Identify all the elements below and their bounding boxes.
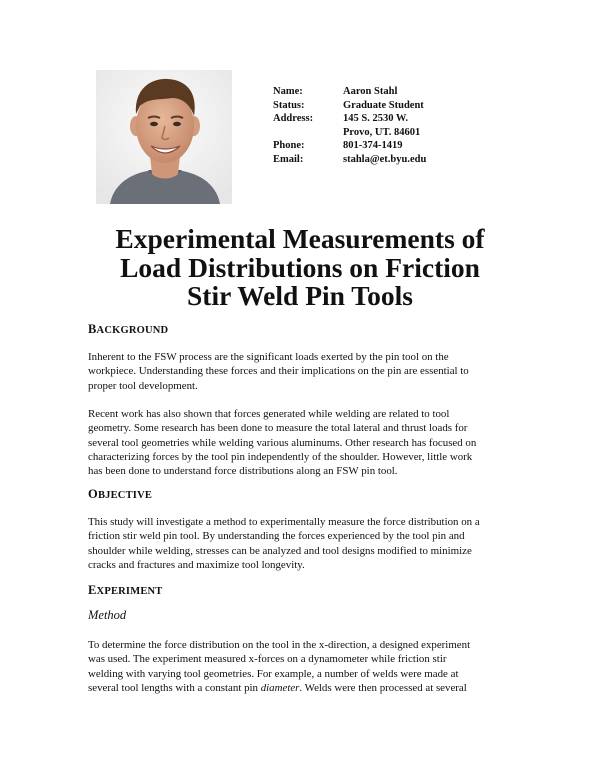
title-line-3: Stir Weld Pin Tools: [187, 280, 413, 311]
address-label: Address:: [273, 113, 314, 125]
contact-row-phone: [273, 139, 426, 153]
paragraph-line: shoulder while welding, stresses can be analyzed and tool designs modified to minimize: [88, 544, 472, 557]
title-line-2: Load Distributions on Friction: [120, 251, 480, 283]
address-line-1: 145 S. 2530 W.: [343, 113, 409, 125]
contact-info: [273, 85, 426, 167]
paragraph-line: Inherent to the FSW process are the significant loads exerted by the pin tool on the: [88, 351, 449, 363]
background-paragraph-2: [88, 407, 528, 478]
contact-row-address-2: [273, 126, 426, 140]
address-line-2: Provo, UT. 84601: [343, 126, 421, 138]
objective-paragraph: [88, 515, 528, 572]
name-value: Aaron Stahl: [343, 86, 398, 97]
title-line-1: Experimental Measurements of: [115, 223, 485, 254]
objective-heading: OBJECTIVE: [88, 487, 153, 501]
status-value: Graduate Student: [343, 99, 424, 111]
paragraph-line: This study will investigate a method to experimentally measure the force distribution on a: [88, 516, 480, 528]
experiment-paragraph: [88, 638, 528, 695]
paragraph-line: welding with varying tool geometries. For example, a number of welds were made at: [88, 667, 459, 680]
contact-row-address: [273, 112, 426, 126]
paragraph-line: workpiece. Understanding these forces and their implications on the pin are essential to: [88, 365, 469, 378]
paragraph-line: friction stir weld pin tool. By understanding the forces experienced by the tool pin and: [88, 530, 465, 543]
contact-row-name: [273, 85, 426, 99]
phone-value: 801-374-1419: [343, 140, 403, 152]
background-paragraph-1: [88, 350, 528, 393]
background-heading: BACKGROUND: [88, 322, 169, 336]
paragraph-line: characterizing forces by the tool pin independently of the shoulder. However, little work: [88, 450, 473, 463]
paragraph-line: several tool lengths with a constant pin diameter. Welds were then processed at several: [88, 681, 467, 694]
paragraph-line: was used. The experiment measured x-forces on a dynamometer while friction stir: [88, 653, 447, 666]
email-value: stahla@et.byu.edu: [343, 153, 427, 165]
paragraph-line: To determine the force distribution on the tool in the x-direction, a designed experiment: [88, 639, 471, 651]
paragraph-line: cracks and fractures and maximize tool longevity.: [88, 558, 305, 571]
paragraph-line: geometry. Some research has been done to measure the total lateral and thrust loads for: [88, 422, 468, 435]
paragraph-line: Recent work has also shown that forces generated while welding are related to tool: [88, 408, 450, 420]
method-subheading: Method: [88, 608, 127, 622]
page-title: [40, 225, 560, 311]
contact-row-status: [273, 99, 426, 113]
italic-term: diameter: [260, 681, 300, 694]
portrait-photo: [96, 70, 232, 204]
experiment-heading: EXPERIMENT: [88, 583, 163, 597]
phone-label: Phone:: [273, 140, 305, 152]
paragraph-line: proper tool development.: [88, 379, 198, 392]
paragraph-line: has been done to understand force distributions along an FSW pin tool.: [88, 465, 398, 478]
contact-row-email: [273, 153, 426, 167]
name-label: Name:: [273, 86, 303, 97]
email-label: Email:: [273, 153, 304, 165]
portrait-illustration: [96, 70, 232, 204]
status-label: Status:: [273, 99, 305, 111]
paragraph-line: several tool geometries while welding various aluminums. Other research has focused on: [88, 436, 477, 449]
